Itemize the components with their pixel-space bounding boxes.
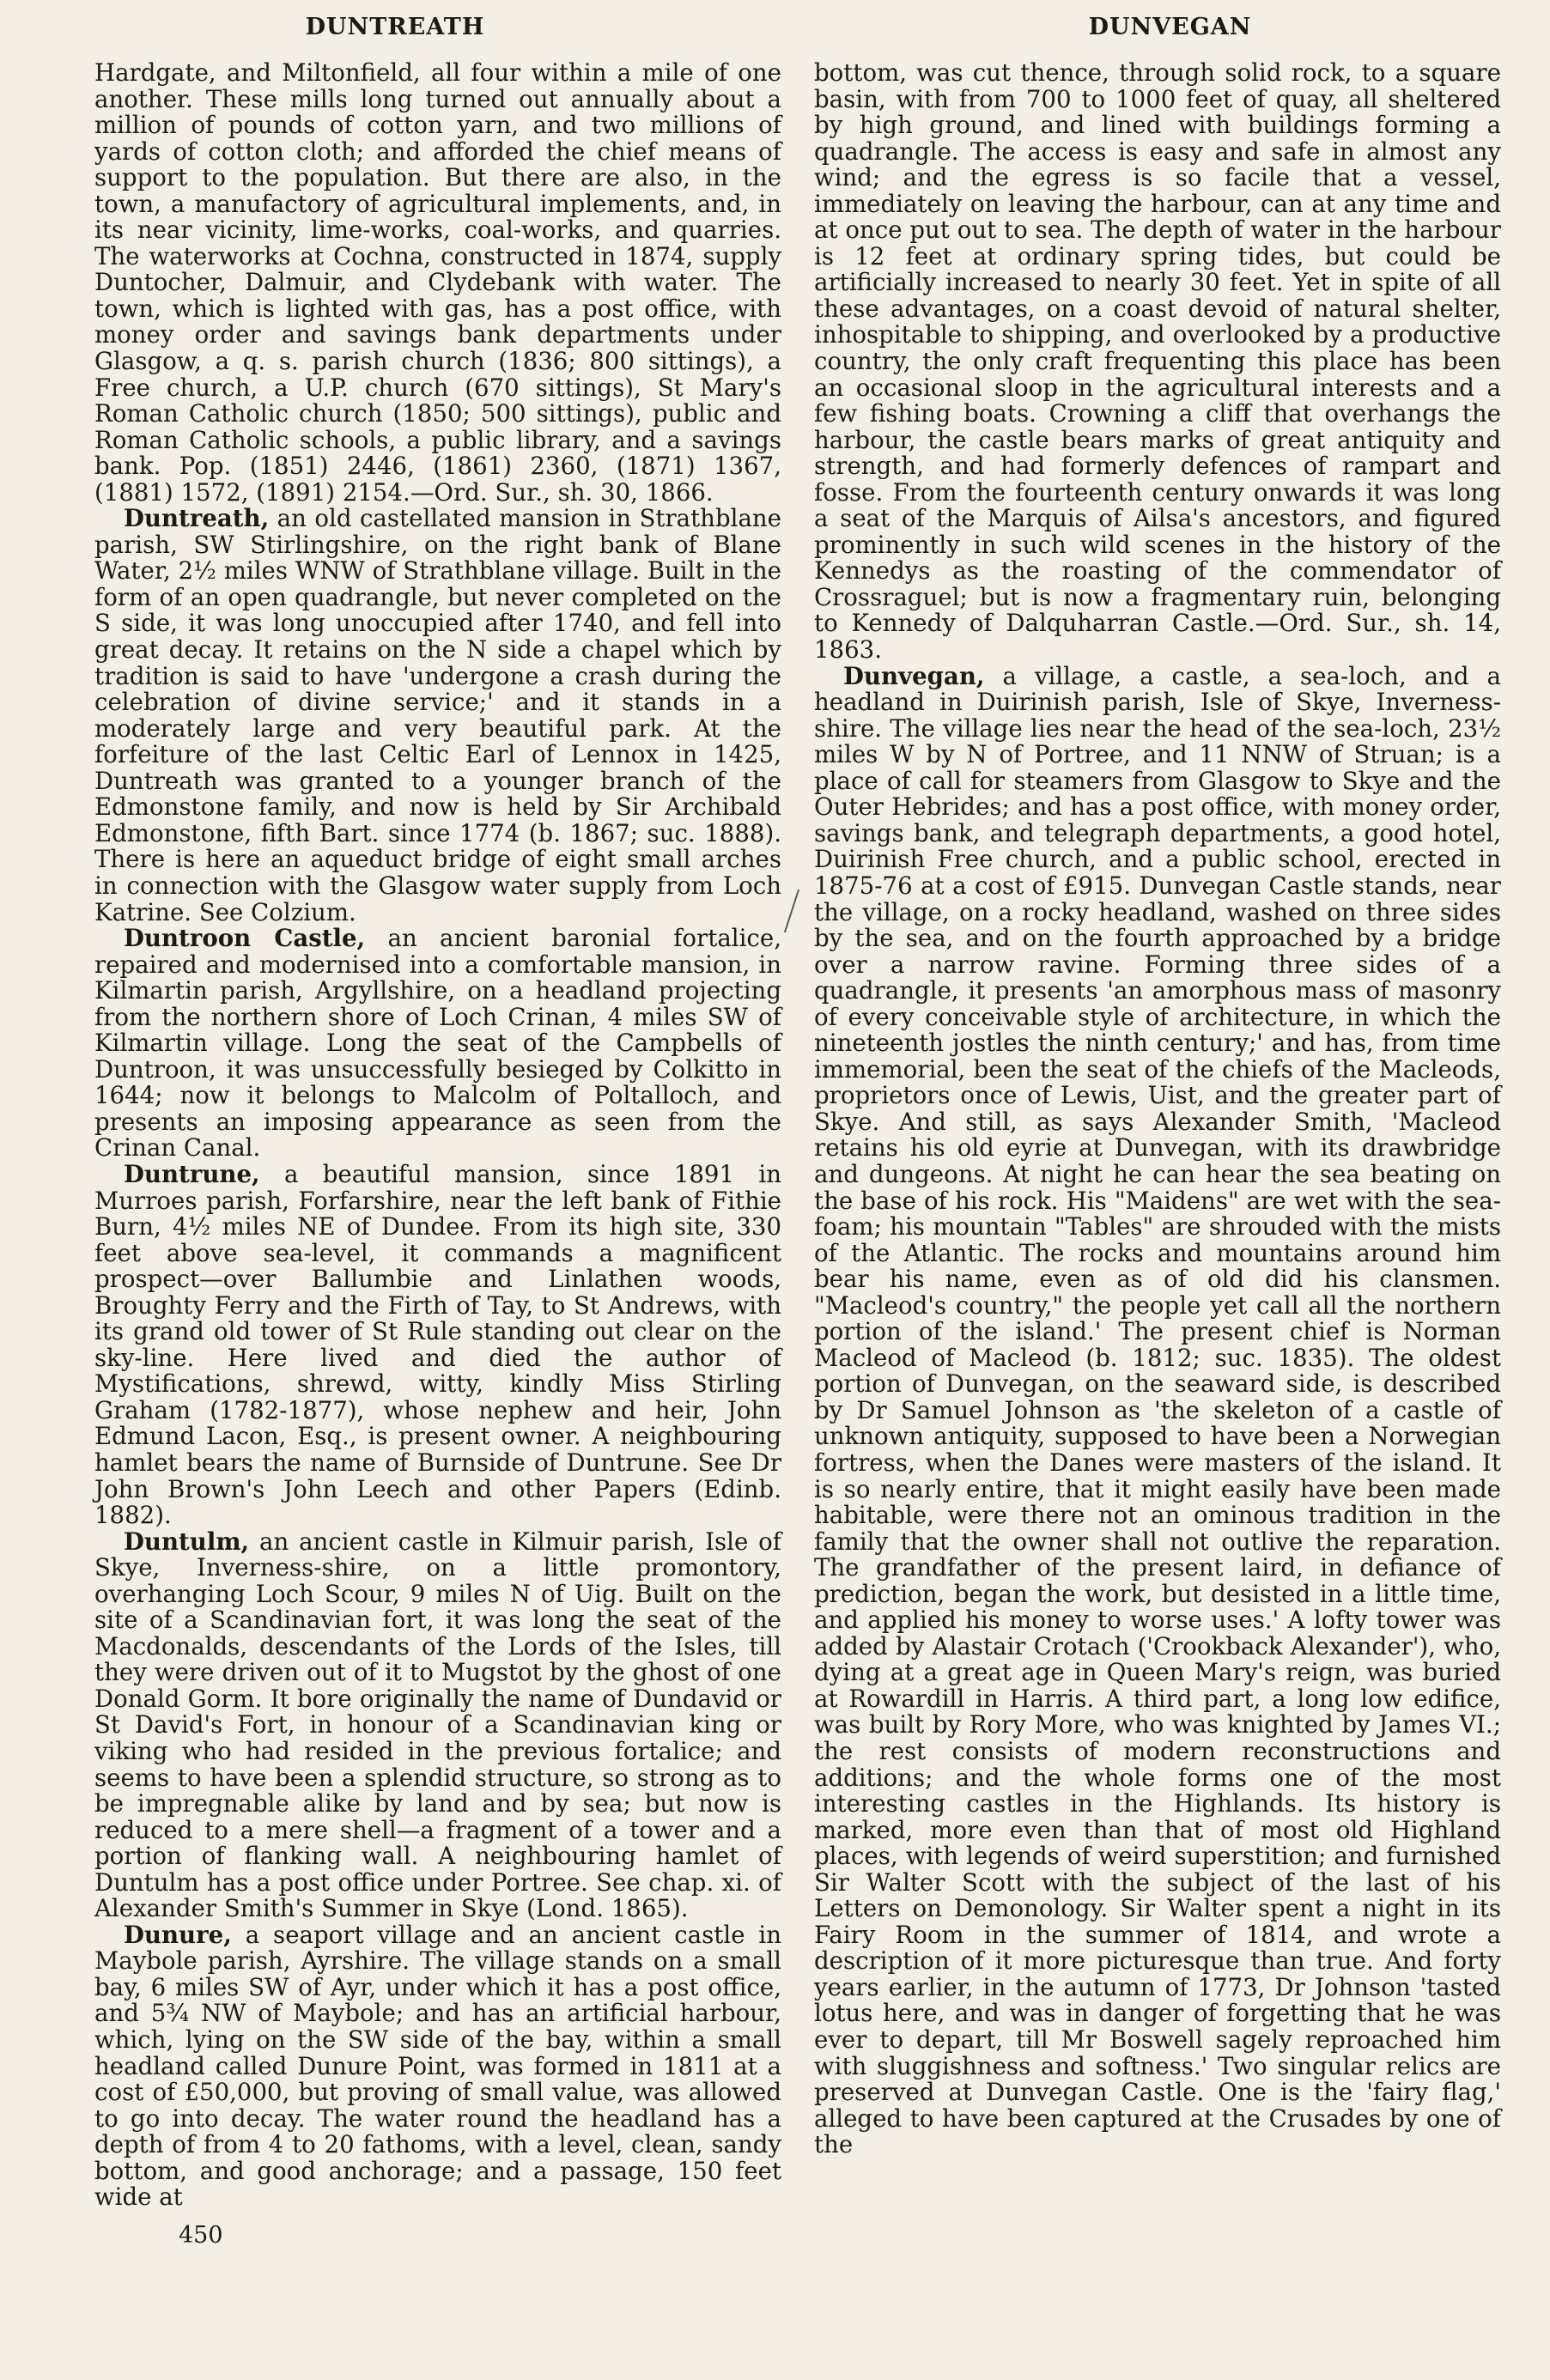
gazetteer-entry (94, 1159, 781, 1530)
entry-text: an old castellated mansion in Strathblane parish, SW Stirlingshire, on the right bank of Blane Water, 2½ miles WNW of Strathblane village. Built in the form of an open quadrangle, but never completed on the S side, it was long unoccupied after 1740, and fell into great decay. It retains on the N side a chapel which by tradition is said to have 'undergone a crash during the celebration of divine service;' and it stands in a moderately large and very beautiful park. At the forfeiture of the last Celtic Earl of Lennox in 1425, Duntreath was granted to a younger branch of the Edmonstone family, and now is held by Sir Archibald Edmonstone, fifth Bart. since 1774 (b. 1867; suc. 1888). There is here an aqueduct bridge of eight small arches in connection with the Glasgow water supply from Loch Katrine. See Colzium. (94, 504, 781, 926)
entry-text: an ancient baronial fortalice, repaired and modernised into a comfortable mansion, in Kilmartin parish, Argyllshire, on a headland projecting from the northern shore of Loch Crinan, 4 miles SW of Kilmartin village. Long the seat of the Campbells of Duntroon, it was unsuccessfully besieged by Colkitto in 1644; now it belongs to Malcolm of Poltalloch, and presents an imposing appearance as seen from the Crinan Canal. (94, 924, 781, 1163)
right-column (814, 60, 1501, 2158)
gazetteer-entry (94, 1922, 781, 2211)
entry-text: an ancient castle in Kilmuir parish, Isle of Skye, Inverness-shire, on a little promontory, overhanging Loch Scour, 9 miles N of Uig. Built on the site of a Scandinavian fort, it was long the seat of the Macdonalds, descendants of the Lords of the Isles, till they were driven out of it to Mugstot by the ghost of one Donald Gorm. It bore originally the name of Dundavid or St David's Fort, in honour of a Scandinavian king or viking who had resided in the previous fortalice; and seems to have been a splendid structure, so strong as to be impregnable alike by land and by sea; but now is reduced to a mere shell—a fragment of a tower and a portion of flanking wall. A neighbouring hamlet of Duntulm has a post office under Portree. See chap. xi. of Alexander Smith's Summer in Skye (Lond. 1865). (94, 1527, 781, 1923)
entry-headword: Dunure, (124, 1920, 232, 1949)
entry-text: a beautiful mansion, since 1891 in Murroes parish, Forfarshire, near the left bank of Fithie Burn, 4½ miles NE of Dundee. From its high site, 330 feet above sea-level, it commands a magnificent prospect—over Ballumbie and Linlathen woods, Broughty Ferry and the Firth of Tay, to St Andrews, with its grand old tower of St Rule standing out clear on the sky-line. Here lived and died the author of Mystifications, shrewd, witty, kindly Miss Stirling Graham (1782-1877), whose nephew and heir, John Edmund Lacon, Esq., is present owner. A neighbouring hamlet bears the name of Burnside of Duntrune. See Dr John Brown's John Leech and other Papers (Edinb. 1882). (94, 1159, 781, 1530)
gazetteer-entry (94, 1529, 781, 1922)
entry-headword: Dunvegan, (843, 661, 985, 690)
entry-headword: Duntroon Castle, (124, 924, 366, 953)
running-head-right: DUNVEGAN (1088, 14, 1252, 40)
gazetteer-entry (814, 60, 1501, 664)
gazetteer-entry (94, 926, 781, 1162)
entry-headword: Duntrune, (124, 1159, 260, 1188)
running-head-left: DUNTREATH (305, 14, 485, 40)
column-mark (784, 889, 810, 932)
entry-text: a village, a castle, a sea-loch, and a headland in Duirinish parish, Isle of Skye, Inverness-shire. The village lies near the head of the sea-loch, 23½ miles W by N of Portree, and 11 NNW of Struan; is a place of call for steamers from Glasgow to Skye and the Outer Hebrides; and has a post office, with money order, savings bank, and telegraph departments, a good hotel, Duirinish Free church, and a public school, erected in 1875-76 at a cost of £915. Dunvegan Castle stands, near the village, on a rocky headland, washed on three sides by the sea, and on the fourth approached by a bridge over a narrow ravine. Forming three sides of a quadrangle, it presents 'an amorphous mass of masonry of every conceivable style of architecture, in which the nineteenth jostles the ninth century;' and has, from time immemorial, been the seat of the chiefs of the Macleods, proprietors once of Lewis, Uist, and the greater part of Skye. And still, as says Alexander Smith, 'Macleod retains his old eyrie at Dunvegan, with its drawbridge and dungeons. At night he can hear the sea beating on the base of his rock. His "Maidens" are wet with the sea-foam; his mountain "Tables" are shrouded with the mists of the Atlantic. The rocks and mountains around him bear his name, even as of old did his clansmen. "Macleod's country," the people yet call all the northern portion of the island.' The present chief is Norman Macleod of Macleod (b. 1812; suc. 1835). The oldest portion of Dunvegan, on the seaward side, is described by Dr Samuel Johnson as 'the skeleton of a castle of unknown antiquity, supposed to have been a Norwegian fortress, when the Danes were masters of the island. It is so nearly entire, that it might easily have been made habitable, were there not an ominous tradition in the family that the owner shall not outlive the reparation. The grandfather of the present laird, in defiance of prediction, began the work, but desisted in a little time, and applied his money to worse uses.' A lofty tower was added by Alastair Crotach ('Crookback Alexander'), who, dying at a great age in Queen Mary's reign, was buried at Rowardill in Harris. A third part, a long low edifice, was built by Rory More, who was knighted by James VI.; the rest consists of modern reconstructions and additions; and the whole forms one of the most interesting castles in the Highlands. Its history is marked, more even than that of most old Highland places, with legends of weird superstition; and furnished Sir Walter Scott with the subject of the last of his Letters on Demonology. Sir Walter spent a night in its Fairy Room in the summer of 1814, and wrote a description of it more picturesque than true. And forty years earlier, in the autumn of 1773, Dr Johnson 'tasted lotus here, and was in danger of forgetting that he was ever to depart, till Mr Boswell sagely reproached him with sluggishness and softness.' Two singular relics are preserved at Dunvegan Castle. One is the 'fairy flag,' alleged to have been captured at the Crusades by one of the (814, 661, 1501, 2159)
entry-headword: Duntreath, (124, 504, 270, 533)
page-number: 450 (179, 2222, 223, 2249)
entry-text: Hardgate, and Miltonfield, all four within a mile of one another. These mills long turned out annually about a million of pounds of cotton yarn, and two millions of yards of cotton cloth; and afforded the chief means of support to the population. But there are also, in the town, a manufactory of agricultural implements, and, in its near vicinity, lime-works, coal-works, and quarries. The waterworks at Cochna, constructed in 1874, supply Duntocher, Dalmuir, and Clydebank with water. The town, which is lighted with gas, has a post office, with money order and savings bank departments under Glasgow, a q. s. parish church (1836; 800 sittings), a Free church, a U.P. church (670 sittings), St Mary's Roman Catholic church (1850; 500 sittings), public and Roman Catholic schools, a public library, and a savings bank. Pop. (1851) 2446, (1861) 2360, (1871) 1367, (1881) 1572, (1891) 2154.—Ord. Sur., sh. 30, 1866. (94, 58, 781, 507)
entry-headword: Duntulm, (124, 1527, 250, 1556)
gazetteer-entry (814, 661, 1501, 2159)
entry-text: a seaport village and an ancient castle in Maybole parish, Ayrshire. The village stands on a small bay, 6 miles SW of Ayr, under which it has a post office, and 5¾ NW of Maybole; and has an artificial harbour, which, lying on the SW side of the bay, within a small headland called Dunure Point, was formed in 1811 at a cost of £50,000, but proving of small value, was allowed to go into decay. The water round the headland has a depth of from 4 to 20 fathoms, with a level, clean, sandy bottom, and good anchorage; and a passage, 150 feet wide at (94, 1920, 781, 2212)
entry-text: bottom, was cut thence, through solid rock, to a square basin, with from 700 to 1000 feet of quay, all sheltered by high ground, and lined with buildings forming a quadrangle. The access is easy and safe in almost any wind; and the egress is so facile that a vessel, immediately on leaving the harbour, can at any time and at once put out to sea. The depth of water in the harbour is 12 feet at ordinary spring tides, but could be artificially increased to nearly 30 feet. Yet in spite of all these advantages, on a coast devoid of natural shelter, inhospitable to shipping, and overlooked by a productive country, the only craft frequenting this place has been an occasional sloop in the agricultural interests and a few fishing boats. Crowning a cliff that overhangs the harbour, the castle bears marks of great antiquity and strength, and had formerly defences of rampart and fosse. From the fourteenth century onwards it was long a seat of the Marquis of Ailsa's ancestors, and figured prominently in such wild scenes in the history of the Kennedys as the roasting of the commendator of Crossraguel; but is now a fragmentary ruin, belonging to Kennedy of Dalquharran Castle.—Ord. Sur., sh. 14, 1863. (814, 58, 1501, 665)
left-column (94, 60, 781, 2211)
gazetteer-entry (94, 60, 781, 506)
gazetteer-entry (94, 506, 781, 926)
